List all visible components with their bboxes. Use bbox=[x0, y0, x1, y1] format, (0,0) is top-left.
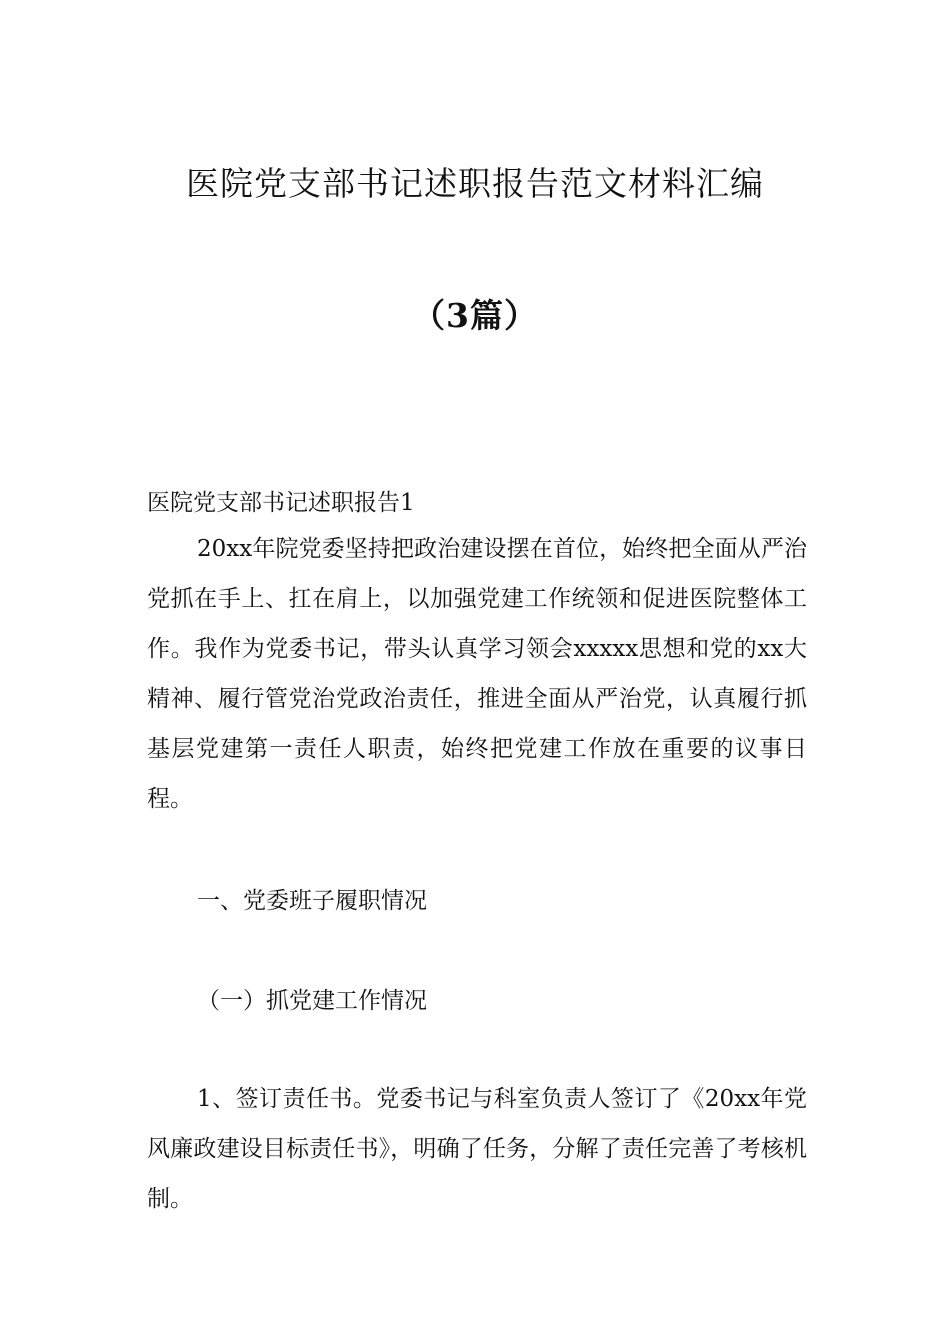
document-title: 医院党支部书记述职报告范文材料汇编 bbox=[186, 164, 764, 203]
subsection-heading: （一）抓党建工作情况 bbox=[197, 988, 427, 1014]
section-heading: 一、党委班子履职情况 bbox=[197, 888, 427, 914]
paragraph-1: 20xx年院党委坚持把政治建设摆在首位，始终把全面从严治党抓在手上、扛在肩上，以加强党建工作统领和促进医院整体工作。我作为党委书记，带头认真学习领会xxxxx思想和党的xx大精神、履行管党治党政治责任，推进全面从严治党，认真履行抓基层党建第一责任人职责，始终把党建工作放在重要的议事日程。 bbox=[147, 536, 807, 812]
report-title: 医院党支部书记述职报告1 bbox=[147, 490, 415, 516]
document-count-label: （3篇） bbox=[412, 296, 538, 335]
paragraph-2: 1、签订责任书。党委书记与科室负责人签订了《20xx年党风廉政建设目标责任书》，明确了任务，分解了责任完善了考核机制。 bbox=[147, 1086, 807, 1212]
